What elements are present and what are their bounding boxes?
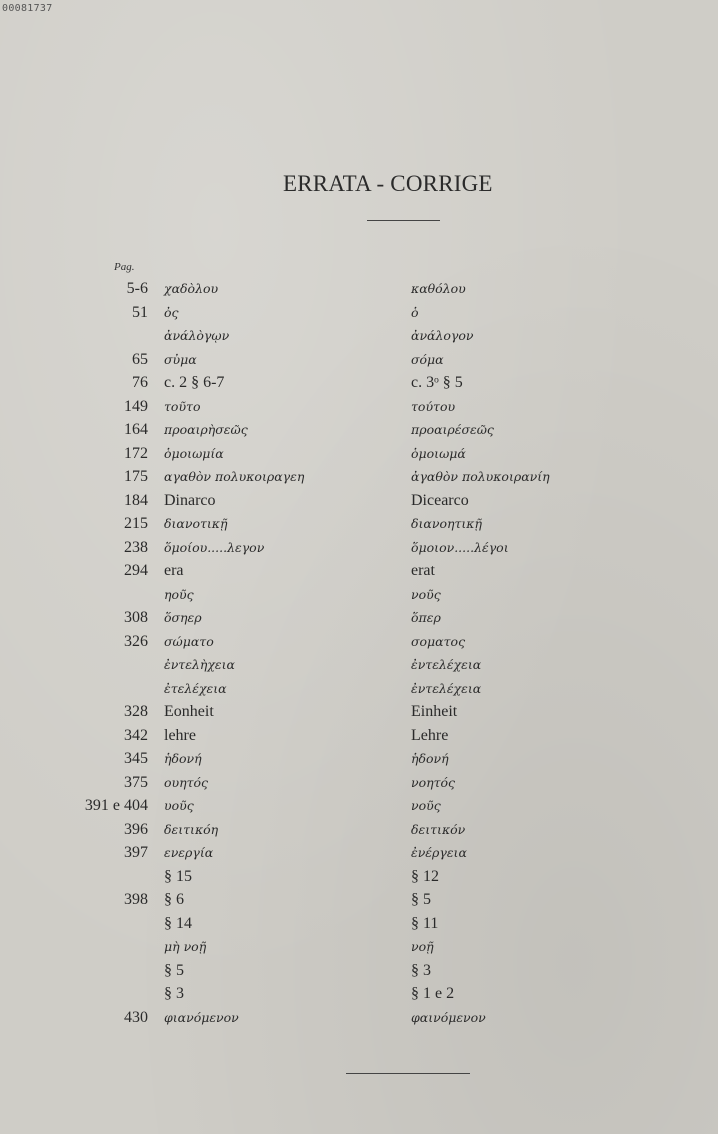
errata-wrong-text: Dinarco bbox=[164, 491, 216, 509]
errata-wrong-text: § 15 bbox=[164, 867, 192, 885]
errata-correct-text: δειτικόν bbox=[411, 821, 466, 837]
errata-row bbox=[0, 349, 718, 373]
errata-page-number: 345 bbox=[124, 750, 148, 767]
errata-page-number: 430 bbox=[124, 1008, 148, 1026]
errata-wrong-text: υοῦς bbox=[164, 798, 194, 813]
errata-correct-text: ὁ bbox=[411, 304, 419, 320]
errata-correct-text: ἐντελέχεια bbox=[411, 657, 482, 672]
errata-correct-text: διανοητικῇ bbox=[411, 516, 482, 531]
errata-row bbox=[0, 466, 718, 490]
errata-row bbox=[0, 1007, 718, 1031]
errata-row bbox=[0, 772, 718, 796]
errata-correct-text: νοῦς bbox=[411, 798, 441, 813]
errata-page-number: 76 bbox=[132, 374, 148, 391]
errata-correct-text: § 5 bbox=[411, 891, 431, 908]
errata-row bbox=[0, 325, 718, 349]
errata-page-number: 5-6 bbox=[126, 280, 148, 297]
errata-correct-text: ὅμοιον.....λέγοι bbox=[411, 539, 509, 555]
title-divider bbox=[367, 220, 440, 221]
errata-wrong-text: χαδὸλου bbox=[164, 281, 219, 296]
errata-row bbox=[0, 701, 718, 725]
errata-page-number: 65 bbox=[132, 350, 148, 368]
errata-row bbox=[0, 584, 718, 608]
errata-correct-text: ἀνάλογον bbox=[411, 328, 474, 343]
errata-page-number: 184 bbox=[124, 491, 148, 509]
errata-wrong-text: σὐμα bbox=[164, 351, 197, 367]
errata-row bbox=[0, 678, 718, 702]
errata-wrong-text: προαιρὴσεῶς bbox=[164, 422, 248, 437]
errata-correct-text: Dicearco bbox=[411, 491, 469, 509]
errata-correct-text: προαιρέσεῶς bbox=[411, 422, 494, 437]
errata-wrong-text: Eonheit bbox=[164, 703, 214, 720]
errata-row bbox=[0, 913, 718, 937]
errata-row bbox=[0, 278, 718, 302]
errata-wrong-text: § 3 bbox=[164, 985, 184, 1002]
errata-wrong-text: ἀνάλὸγῳν bbox=[164, 328, 230, 343]
errata-row bbox=[0, 936, 718, 960]
errata-wrong-text: δειτικόη bbox=[164, 821, 219, 837]
errata-row bbox=[0, 490, 718, 514]
errata-page-number: 397 bbox=[124, 844, 148, 861]
errata-row bbox=[0, 842, 718, 866]
errata-correct-text: § 12 bbox=[411, 867, 439, 885]
errata-page-number: 294 bbox=[124, 562, 148, 579]
errata-row bbox=[0, 513, 718, 537]
errata-wrong-text: § 5 bbox=[164, 961, 184, 979]
errata-wrong-text: c. 2 § 6-7 bbox=[164, 374, 225, 391]
errata-correct-text: σόμα bbox=[411, 351, 444, 367]
errata-wrong-text: ὀς bbox=[164, 304, 179, 320]
pag-column-label: Pag. bbox=[114, 261, 135, 273]
errata-page-number: 328 bbox=[124, 703, 148, 720]
errata-row bbox=[0, 607, 718, 631]
errata-correct-text: c. 3ᵒ § 5 bbox=[411, 374, 463, 391]
errata-page-number: 238 bbox=[124, 538, 148, 556]
page-title: ERRATA - CORRIGE bbox=[283, 171, 493, 196]
errata-page-number: 164 bbox=[124, 421, 148, 438]
errata-page-number: 342 bbox=[124, 726, 148, 744]
errata-correct-text: ἡδονή bbox=[411, 751, 449, 766]
errata-correct-text: Lehre bbox=[411, 726, 449, 744]
errata-correct-text: ἐνέργεια bbox=[411, 845, 467, 860]
errata-row bbox=[0, 537, 718, 561]
errata-wrong-text: φιανόμενον bbox=[164, 1009, 239, 1025]
errata-row bbox=[0, 654, 718, 678]
errata-wrong-text: ὁμοιωμία bbox=[164, 445, 224, 461]
errata-wrong-text: ουητός bbox=[164, 774, 209, 790]
errata-correct-text: νοῇ bbox=[411, 939, 434, 954]
errata-correct-text: φαινόμενον bbox=[411, 1009, 486, 1025]
errata-row bbox=[0, 560, 718, 584]
errata-row bbox=[0, 795, 718, 819]
errata-page-number: 398 bbox=[124, 891, 148, 908]
errata-correct-text: σοματος bbox=[411, 633, 466, 649]
errata-row bbox=[0, 983, 718, 1007]
errata-wrong-text: lehre bbox=[164, 726, 196, 744]
errata-correct-text: νοῦς bbox=[411, 586, 441, 602]
errata-wrong-text: τοῦτο bbox=[164, 398, 201, 414]
errata-row bbox=[0, 631, 718, 655]
errata-page-number: 375 bbox=[124, 773, 148, 791]
errata-page-number: 149 bbox=[124, 397, 148, 415]
errata-wrong-text: μὴ νοῇ bbox=[164, 939, 207, 954]
errata-wrong-text: ηοῦς bbox=[164, 586, 194, 602]
errata-page-number: 51 bbox=[132, 303, 148, 321]
errata-row bbox=[0, 396, 718, 420]
errata-correct-text: τούτου bbox=[411, 398, 456, 414]
errata-correct-text: καθόλου bbox=[411, 281, 466, 296]
errata-page-number: 172 bbox=[124, 444, 148, 462]
errata-correct-text: ὅπερ bbox=[411, 610, 441, 625]
errata-page-number: 326 bbox=[124, 632, 148, 650]
errata-wrong-text: § 6 bbox=[164, 891, 184, 908]
errata-wrong-text: ἐντελὴχεια bbox=[164, 657, 235, 672]
errata-row bbox=[0, 443, 718, 467]
errata-page-number: 391 e 404 bbox=[84, 797, 148, 814]
errata-page-number: 396 bbox=[124, 820, 148, 838]
errata-wrong-text: ενεργία bbox=[164, 845, 214, 860]
errata-correct-text: Einheit bbox=[411, 703, 458, 720]
errata-row bbox=[0, 748, 718, 772]
errata-wrong-text: ἐτελέχεια bbox=[164, 680, 227, 696]
errata-wrong-text: era bbox=[164, 562, 184, 579]
errata-wrong-text: ὅσηερ bbox=[164, 610, 202, 625]
errata-row bbox=[0, 960, 718, 984]
errata-row bbox=[0, 372, 718, 396]
errata-correct-text: νοητός bbox=[411, 774, 456, 790]
errata-row bbox=[0, 819, 718, 843]
errata-row bbox=[0, 419, 718, 443]
errata-correct-text: ἀγαθὸν πολυκοιρανίη bbox=[411, 469, 550, 484]
errata-correct-text: § 1 e 2 bbox=[411, 985, 455, 1002]
errata-correct-text: ἐντελέχεια bbox=[411, 680, 482, 696]
errata-correct-text: ὁμοιωμά bbox=[411, 445, 466, 461]
errata-page-number: 308 bbox=[124, 609, 148, 626]
errata-row bbox=[0, 725, 718, 749]
errata-correct-text: § 3 bbox=[411, 961, 431, 979]
errata-row bbox=[0, 866, 718, 890]
errata-correct-text: § 11 bbox=[411, 914, 439, 932]
errata-page-number: 215 bbox=[124, 515, 148, 532]
errata-row bbox=[0, 302, 718, 326]
errata-wrong-text: ὅμοίου.....λεγον bbox=[164, 539, 265, 555]
errata-list bbox=[0, 278, 718, 1030]
errata-wrong-text: § 14 bbox=[164, 914, 192, 932]
errata-row bbox=[0, 889, 718, 913]
errata-wrong-text: διανοτικῇ bbox=[164, 516, 228, 531]
page-id-label: 00081737 bbox=[2, 3, 53, 14]
errata-wrong-text: αγαθὸν πολυκοιραγεη bbox=[164, 469, 305, 484]
bottom-divider bbox=[346, 1073, 470, 1074]
errata-correct-text: erat bbox=[411, 562, 435, 579]
errata-wrong-text: σώματο bbox=[164, 633, 214, 649]
errata-page-number: 175 bbox=[124, 468, 148, 485]
errata-wrong-text: ἡδονή bbox=[164, 751, 202, 766]
